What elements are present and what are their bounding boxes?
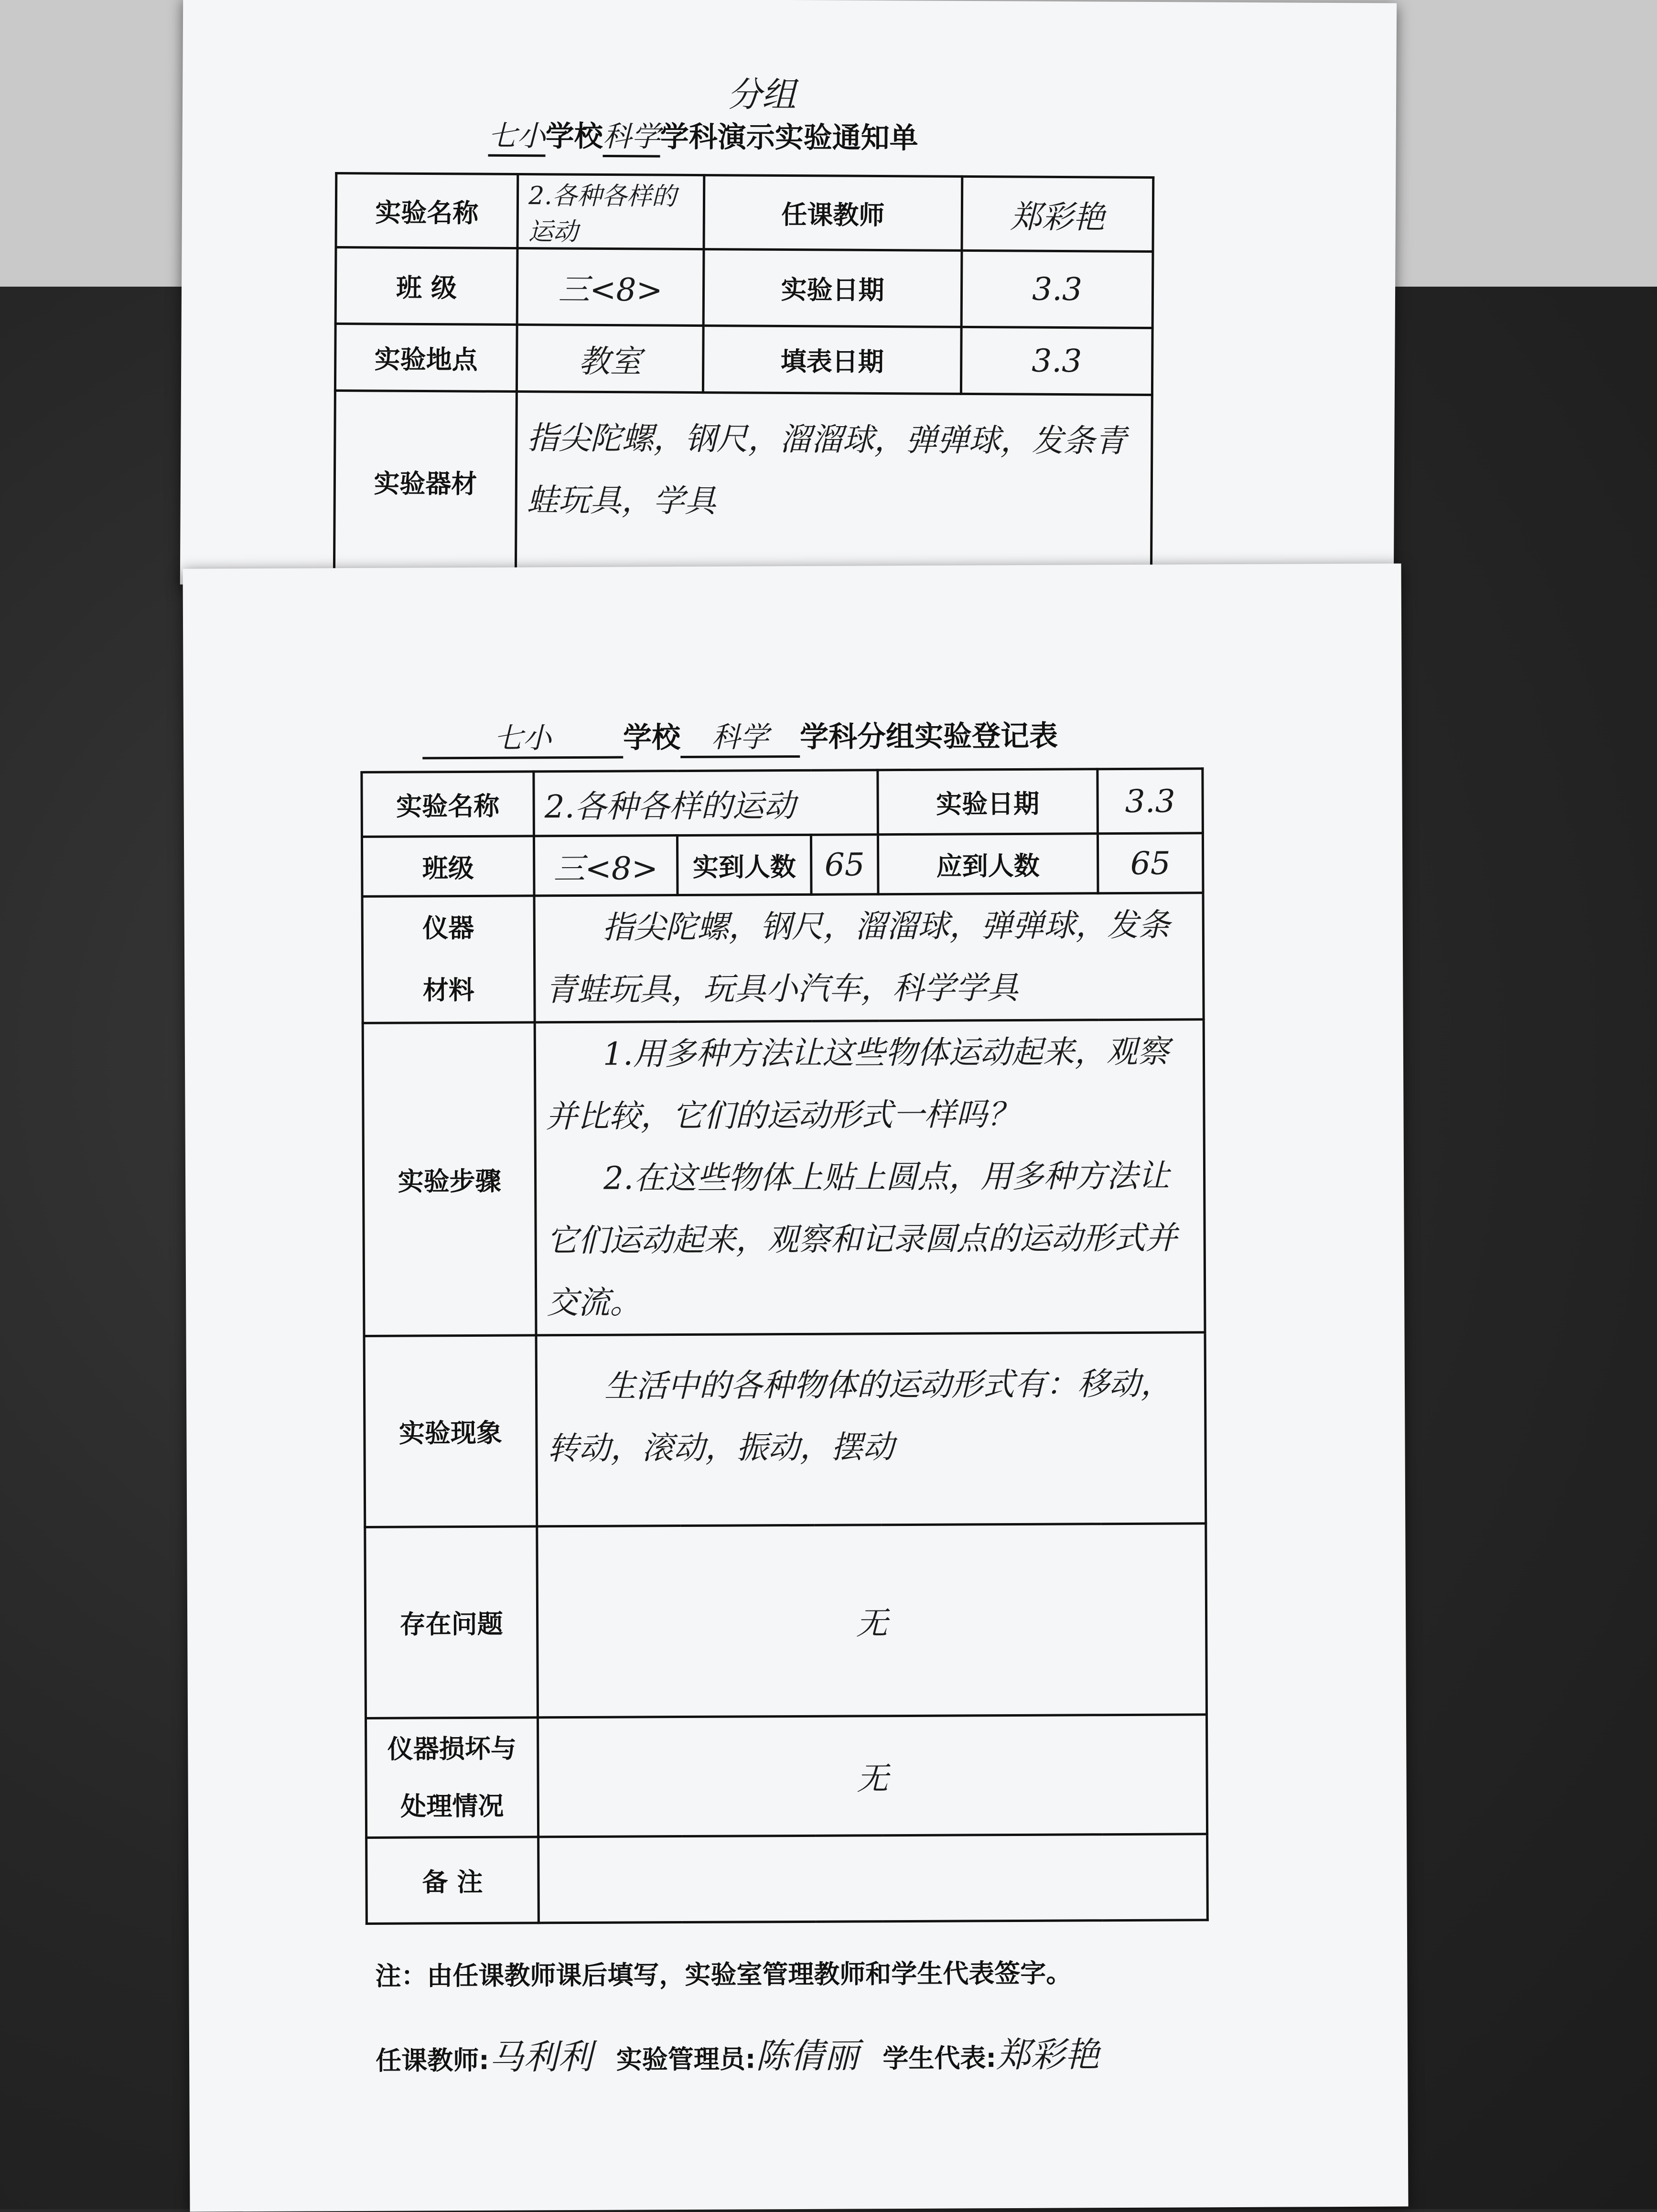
added-note-handwritten: 分组 [727, 74, 796, 115]
register-step-1: 1.用多种方法让这些物体运动起来，观察并比较，它们的运动形式一样吗？ [546, 1033, 1170, 1135]
register-instrument-label [362, 896, 535, 1023]
register-problems-label: 存在问题 [365, 1526, 538, 1718]
register-phenomenon-value: 生活中的各种物体的运动形式有：移动，转动，滚动，振动，摆动 [536, 1332, 1206, 1526]
register-damage-value: 无 [538, 1715, 1207, 1837]
notice-place-value: 教室 [516, 325, 703, 393]
register-instrument-value: 指尖陀螺，钢尺，溜溜球，弹弹球，发条青蛙玩具，玩具小汽车，科学学具 [534, 893, 1204, 1022]
register-date-label: 实验日期 [878, 769, 1098, 835]
register-school-suffix: 学校 [623, 721, 681, 755]
notice-equipment-label: 实验器材 [334, 391, 516, 573]
register-instrument-label-2: 材料 [422, 975, 475, 1006]
register-phenomenon-label: 实验现象 [364, 1335, 537, 1527]
notice-fill-date-label: 填表日期 [703, 326, 961, 394]
notice-place-label: 实验地点 [335, 324, 517, 392]
register-remarks-value [538, 1834, 1208, 1923]
register-name-value: 2.各种各样的运动 [534, 770, 878, 836]
notice-teacher-label: 任课教师 [704, 175, 962, 251]
notice-class-value: 三<8> [517, 248, 704, 326]
register-date-value: 3.3 [1097, 769, 1203, 834]
notice-equipment-value: 指尖陀螺，钢尺，溜溜球，弹弹球，发条青蛙玩具，学具 [516, 392, 1152, 577]
register-instrument-label-1: 仪器 [422, 913, 474, 944]
notice-name-value: 2.各种各样的运动 [517, 174, 704, 249]
student-signature-label: 学生代表: [882, 2043, 997, 2074]
register-sheet [183, 563, 1409, 2212]
register-subject-value: 科学 [680, 714, 800, 758]
register-name-label: 实验名称 [362, 772, 534, 837]
register-steps-value [535, 1020, 1205, 1335]
notice-subject-value: 科学 [603, 114, 660, 158]
register-step-2: 2.在这些物体上贴上圆点，用多种方法让它们运动起来，观察和记录圆点的运动形式并交流。 [546, 1157, 1177, 1321]
register-table [360, 767, 1209, 1925]
register-problems-value: 无 [537, 1524, 1207, 1718]
admin-signature: 陈倩丽 [755, 2035, 859, 2076]
notice-table [333, 172, 1154, 578]
notice-class-label: 班 级 [335, 247, 517, 325]
signature-row [376, 2027, 1123, 2080]
register-note: 注：由任课教师课后填写，实验室管理教师和学生代表签字。 [375, 1958, 1072, 1991]
notice-fill-date-value: 3.3 [961, 327, 1152, 395]
register-remarks-label: 备 注 [366, 1837, 539, 1924]
notice-date-label: 实验日期 [703, 249, 962, 327]
register-damage-label [366, 1718, 538, 1838]
register-class-value: 三<8> [534, 836, 678, 896]
notice-teacher-value: 郑彩艳 [962, 176, 1153, 251]
notice-title [488, 113, 918, 159]
register-expected-value: 65 [1097, 833, 1203, 893]
register-actual-label: 实到人数 [677, 835, 811, 895]
notice-school-value: 七小 [488, 113, 545, 157]
student-signature: 郑彩艳 [996, 2034, 1100, 2075]
notice-school-suffix: 学校 [545, 119, 603, 153]
register-class-label: 班级 [362, 836, 534, 897]
notice-date-value: 3.3 [961, 250, 1153, 328]
notice-sheet [180, 0, 1397, 591]
register-damage-label-2: 处理情况 [400, 1791, 504, 1822]
register-expected-label: 应到人数 [878, 834, 1098, 894]
admin-signature-label: 实验管理员: [616, 2044, 756, 2075]
register-title [422, 713, 1058, 760]
notice-name-label: 实验名称 [336, 173, 518, 248]
register-damage-label-1: 仪器损坏与 [387, 1733, 516, 1764]
teacher-signature-label: 任课教师: [376, 2045, 489, 2076]
register-subject-suffix: 学科分组实验登记表 [799, 719, 1058, 754]
notice-subject-suffix: 学科演示实验通知单 [660, 120, 918, 155]
register-school-value: 七小 [422, 715, 623, 760]
register-steps-label: 实验步骤 [363, 1022, 536, 1336]
teacher-signature: 马利利 [489, 2036, 592, 2077]
register-actual-value: 65 [811, 835, 878, 895]
